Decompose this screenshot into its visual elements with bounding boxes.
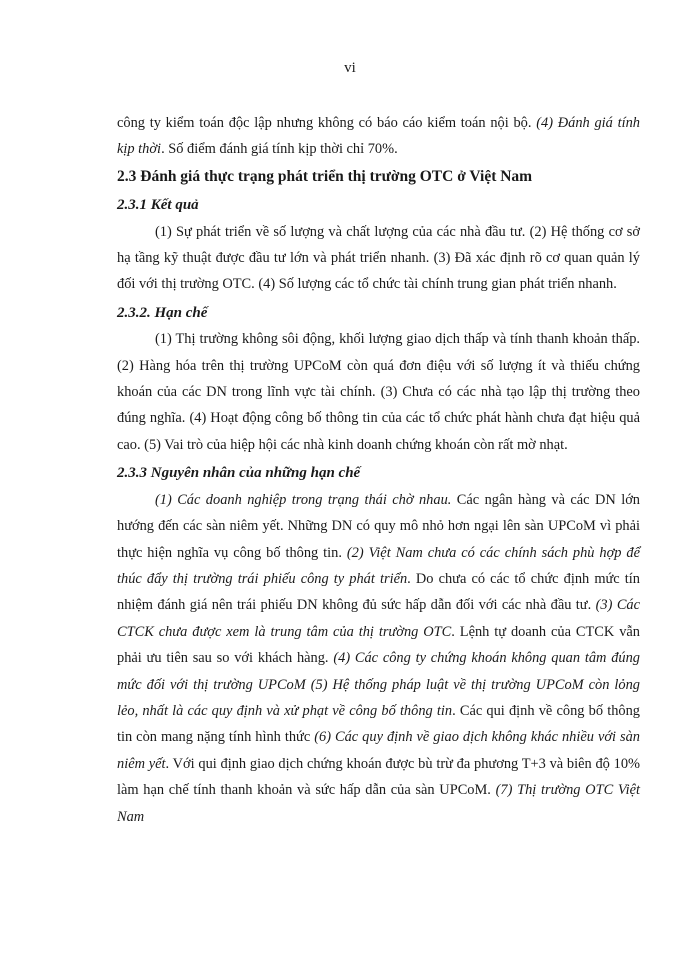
subsection-heading-2-3-2: 2.3.2. Hạn chế xyxy=(117,304,208,321)
text-run: . Lệnh tự doanh của CTCK vẫn phải ưu tiên sau so với khách hàng. xyxy=(117,623,640,667)
italic-run: (4) Đánh giá tính kịp thời xyxy=(117,115,640,158)
subsection-heading-2-3-3: 2.3.3 Nguyên nhân của những hạn chế xyxy=(117,465,361,482)
italic-run: (4) Các công ty chứng khoán không quan tâm đúng mức đối với thị trường UPCoM (5) Hệ thống pháp luật về thị trường UPCoM còn lỏng lẻo, nhất là các quy định và xử phạt về công bố thông tin xyxy=(117,650,640,719)
italic-run: (6) Các quy định về giao dịch không khác nhiều với sàn niêm yết xyxy=(117,729,640,772)
paragraph-ket-qua: (1) Sự phát triển về số lượng và chất lượng của các nhà đầu tư. (2) Hệ thống cơ sở hạ tầng kỹ thuật được đầu tư lớn và phát triển nhanh. (3) Đã xác định rõ cơ quan quản lý đối với thị trường OTC. (4) Số lượng các tổ chức tài chính trung gian phát triển nhanh. xyxy=(117,223,640,293)
text-run: Các ngân hàng và các DN lớn hướng đến các sàn niêm yết. Những DN có quy mô nhỏ hơn ngại lên sàn UPCoM vì phải thực hiện nghĩa vụ công bố thông tin. xyxy=(117,491,641,561)
paragraph-continuation xyxy=(117,110,640,163)
italic-run: (7) Thị trường OTC Việt Nam xyxy=(117,782,640,825)
italic-run: (3) Các CTCK chưa được xem là trung tâm của thị trường OTC xyxy=(117,597,640,640)
paragraph-han-che: (1) Thị trường không sôi động, khối lượng giao dịch thấp và tính thanh khoản thấp. (2) Hàng hóa trên thị trường UPCoM còn quá đơn điệu với số lượng ít và thiếu chứng khoán của các DN trong lĩnh vực tài chính. (3) Chưa có các nhà tạo lập thị trường theo đúng nghĩa. (4) Hoạt động công bố thông tin của các tổ chức phát hành chưa đạt hiệu quả cao. (5) Vai trò của hiệp hội các nhà kinh doanh chứng khoán còn rất mờ nhạt. xyxy=(117,331,640,453)
text-run: . Do chưa có các tổ chức định mức tín nhiệm đánh giá nên trái phiếu DN không đủ sức hấp dẫn đối với các nhà đầu tư. xyxy=(117,570,641,614)
italic-run: (2) Việt Nam chưa có các chính sách phù hợp để thúc đẩy thị trường trái phiếu công ty phát triển xyxy=(117,544,640,587)
page-number: vi xyxy=(344,60,356,76)
text-run: . Với qui định giao dịch chứng khoán được bù trừ đa phương T+3 và biên độ 10% làm hạn chế tính thanh khoản và sức hấp dẫn của sàn UPCoM. xyxy=(117,755,640,799)
text-run: . Các qui định về công bố thông tin còn mang nặng tính hình thức xyxy=(117,702,640,746)
page-body xyxy=(117,110,640,830)
paragraph-nguyen-nhan xyxy=(117,487,640,830)
section-heading-2-3: 2.3 Đánh giá thực trạng phát triển thị trường OTC ở Việt Nam xyxy=(117,167,533,185)
subsection-heading-2-3-1: 2.3.1 Kết quả xyxy=(117,197,199,214)
text-run: công ty kiểm toán độc lập nhưng không có báo cáo kiểm toán nội bộ. xyxy=(117,115,537,131)
text-run: . Số điểm đánh giá tính kịp thời chỉ 70%. xyxy=(161,141,398,158)
italic-run: (1) Các doanh nghiệp trong trạng thái chờ nhau. xyxy=(155,491,452,508)
